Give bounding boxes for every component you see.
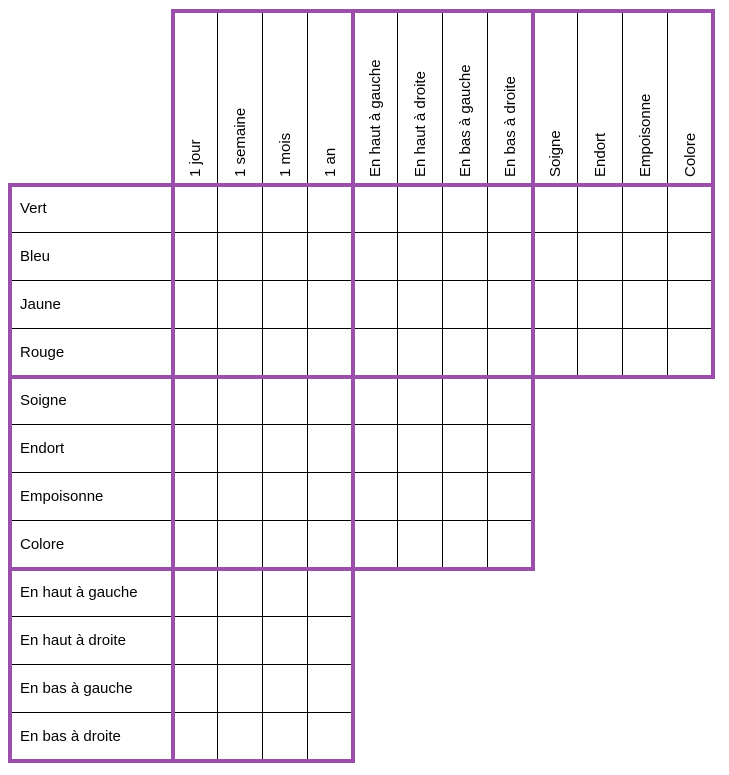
column-label: En haut à gauche [367,59,384,177]
grid-cell[interactable] [263,617,308,665]
grid-cell[interactable] [623,281,668,329]
grid-cell[interactable] [173,521,218,569]
grid-cell[interactable] [623,329,668,377]
grid-cell[interactable] [308,473,353,521]
grid-cell[interactable] [308,569,353,617]
grid-cell[interactable] [263,473,308,521]
grid-cell[interactable] [398,185,443,233]
grid-cell[interactable] [308,617,353,665]
grid-cell[interactable] [173,377,218,425]
row-label: Colore [20,536,65,553]
row-label: Rouge [20,344,65,361]
grid-cell[interactable] [263,281,308,329]
grid-cell[interactable] [668,329,713,377]
column-label: Empoisonne [637,93,654,177]
group-border [10,375,715,379]
grid-cell[interactable] [488,473,533,521]
grid-cell[interactable] [443,473,488,521]
column-label: Endort [592,132,609,177]
grid-cell[interactable] [578,329,623,377]
grid-cell[interactable] [218,713,263,761]
grid-cell[interactable] [488,329,533,377]
row-label: Empoisonne [20,488,104,505]
grid-cell[interactable] [263,329,308,377]
grid-cell[interactable] [308,521,353,569]
grid-cell[interactable] [308,665,353,713]
grid-cell[interactable] [263,665,308,713]
grid-cell[interactable] [308,329,353,377]
grid-cell[interactable] [443,521,488,569]
grid-cell[interactable] [533,233,578,281]
grid-cell[interactable] [353,281,398,329]
grid-cell[interactable] [308,377,353,425]
grid-cell[interactable] [263,185,308,233]
grid-cell[interactable] [353,377,398,425]
grid-cell[interactable] [398,425,443,473]
grid-cell[interactable] [173,281,218,329]
grid-cell[interactable] [443,281,488,329]
row-label: Endort [20,440,65,457]
column-label: 1 mois [277,132,294,177]
column-label: 1 an [322,147,339,177]
grid-cell[interactable] [173,185,218,233]
grid-cell[interactable] [398,377,443,425]
grid-cell[interactable] [263,521,308,569]
grid-cell[interactable] [218,281,263,329]
row-label: Soigne [20,392,67,409]
grid-cell[interactable] [308,281,353,329]
grid-cell[interactable] [443,233,488,281]
column-label: Colore [682,132,699,177]
group-border [711,11,715,379]
grid-cell[interactable] [263,377,308,425]
grid-cell[interactable] [218,425,263,473]
row-label: En haut à gauche [20,584,138,601]
grid-cell[interactable] [308,185,353,233]
grid-cell[interactable] [173,233,218,281]
grid-cell[interactable] [443,329,488,377]
grid-cell[interactable] [623,185,668,233]
grid-cell[interactable] [353,185,398,233]
grid-cell[interactable] [218,569,263,617]
grid-cell[interactable] [353,233,398,281]
grid-cell[interactable] [173,425,218,473]
grid-cell[interactable] [218,377,263,425]
grid-cell[interactable] [578,281,623,329]
column-label: Soigne [547,130,564,177]
grid-cell[interactable] [353,425,398,473]
row-label: Vert [20,200,47,217]
grid-cell[interactable] [263,233,308,281]
column-label: En bas à gauche [457,64,474,177]
grid-cell[interactable] [578,185,623,233]
grid-cell[interactable] [398,521,443,569]
grid-cell[interactable] [488,377,533,425]
grid-cell[interactable] [488,233,533,281]
row-label: Jaune [20,296,61,313]
row-label: Bleu [20,248,51,265]
grid-cell[interactable] [173,665,218,713]
grid-cell[interactable] [488,425,533,473]
group-border [171,9,715,13]
grid-cell[interactable] [488,185,533,233]
grid-cell[interactable] [308,713,353,761]
grid-cell[interactable] [218,233,263,281]
column-label: 1 jour [187,139,204,177]
grid-cell[interactable] [443,377,488,425]
grid-cell[interactable] [668,233,713,281]
group-border [171,11,175,763]
grid-cell[interactable] [308,425,353,473]
grid-cell[interactable] [263,569,308,617]
grid-cell[interactable] [398,473,443,521]
grid-cell[interactable] [398,233,443,281]
grid-cell[interactable] [443,425,488,473]
grid-cell[interactable] [173,713,218,761]
grid-cell[interactable] [623,233,668,281]
grid-cell[interactable] [443,185,488,233]
grid-cell[interactable] [398,329,443,377]
grid-cell[interactable] [488,281,533,329]
grid-cell[interactable] [533,281,578,329]
grid-cell[interactable] [398,281,443,329]
row-label: En bas à gauche [20,680,133,697]
group-border [531,11,535,571]
column-label: 1 semaine [232,107,249,177]
grid-cell[interactable] [173,329,218,377]
grid-cell[interactable] [533,185,578,233]
grid-cell[interactable] [668,185,713,233]
grid-cell[interactable] [218,665,263,713]
grid-cell[interactable] [173,617,218,665]
grid-cell[interactable] [578,233,623,281]
grid-cell[interactable] [173,473,218,521]
group-border [10,567,535,571]
row-label: En haut à droite [20,632,126,649]
grid-cell[interactable] [218,329,263,377]
grid-cell[interactable] [308,233,353,281]
grid-cell[interactable] [218,617,263,665]
grid-cell[interactable] [533,329,578,377]
group-border [10,759,355,763]
grid-cell[interactable] [353,473,398,521]
group-border [351,11,355,763]
grid-cell[interactable] [218,521,263,569]
group-border [10,183,715,187]
grid-cell[interactable] [263,713,308,761]
grid-cell[interactable] [263,425,308,473]
group-border [8,183,12,763]
grid-cell[interactable] [668,281,713,329]
column-label: En bas à droite [502,76,519,177]
grid-cell[interactable] [353,521,398,569]
grid-cell[interactable] [173,569,218,617]
grid-cell[interactable] [353,329,398,377]
row-label: En bas à droite [20,728,121,745]
grid-cell[interactable] [488,521,533,569]
grid-cell[interactable] [218,473,263,521]
grid-cell[interactable] [218,185,263,233]
column-label: En haut à droite [412,71,429,177]
